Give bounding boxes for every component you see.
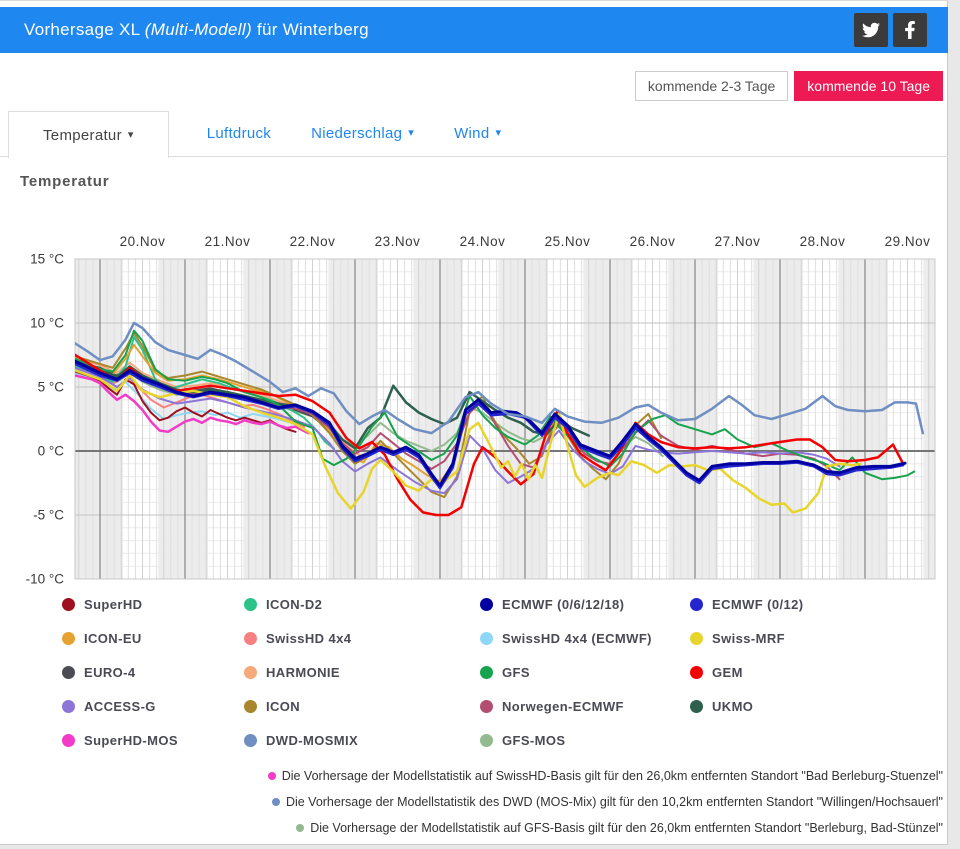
legend-color-dot [244,632,257,645]
facebook-share-button[interactable] [893,13,927,47]
page-title-prefix: Vorhersage XL [24,20,145,39]
legend-item-harmonie [244,664,340,680]
legend-item-icon-d2 [244,596,322,612]
footnote-dot [272,798,280,806]
page-title-suffix: für Winterberg [251,20,369,39]
legend-color-dot [62,598,75,611]
legend-item-access-g [62,698,156,714]
legend-label: Swiss-MRF [712,630,785,646]
footnote-dot [268,772,276,780]
facebook-icon [901,21,919,39]
legend-item-icon-eu [62,630,142,646]
legend-color-dot [62,632,75,645]
page-title-multimodell: (Multi-Modell) [144,20,252,39]
legend-label: GFS [502,664,530,680]
tab-label: Temperatur [43,126,122,144]
legend-label: ICON [266,698,301,714]
twitter-icon [862,21,880,39]
y-axis-label: 10 °C [30,315,64,331]
x-axis-label: 28.Nov [799,234,846,249]
x-axis-label: 26.Nov [629,234,676,249]
legend-color-dot [244,700,257,713]
legend-color-dot [244,734,257,747]
legend-color-dot [480,632,493,645]
chart-legend [0,589,948,759]
footnote-text: Die Vorhersage der Modellstatistik des DWD (MOS-Mix) gilt für den 10,2km entfernten Standort "Willingen/Hochsauerl" [285,795,943,809]
legend-item-gem [690,664,743,680]
legend-label: ACCESS-G [84,698,156,714]
range-button-2-3-tage[interactable]: kommende 2-3 Tage [635,71,788,101]
legend-label: ICON-EU [84,630,142,646]
tab-label: Niederschlag [311,125,403,142]
legend-label: DWD-MOSMIX [266,732,359,748]
legend-item-ukmo [690,698,753,714]
temperature-chart [0,211,948,591]
legend-color-dot [480,700,493,713]
legend-label: EURO-4 [84,664,136,680]
legend-color-dot [690,598,703,611]
tab-luftdruck[interactable] [205,111,273,156]
legend-label: ICON-D2 [266,596,323,612]
legend-item-swisshd-4x4 [244,630,351,646]
legend-label: ECMWF (0/6/12/18) [502,596,625,612]
chevron-down-icon: ▾ [408,127,415,139]
legend-label: GEM [712,664,743,680]
tab-wind[interactable] [452,111,503,156]
legend-color-dot [62,734,75,747]
legend-color-dot [480,598,493,611]
legend-color-dot [480,666,493,679]
y-axis-label: 15 °C [30,251,64,267]
tab-bar [0,111,948,157]
legend-item-swiss-mrf [690,630,785,646]
section-title: Temperatur [20,173,110,190]
legend-item-superhd [62,596,142,612]
tab-temperatur[interactable] [8,111,169,158]
legend-color-dot [480,734,493,747]
y-axis-label: -10 °C [25,571,64,587]
legend-item-gfs-mos [480,732,565,748]
legend-item-gfs [480,664,530,680]
range-button-row [635,71,943,101]
y-axis-label: -5 °C [33,507,64,523]
legend-label: SwissHD 4x4 (ECMWF) [502,630,652,646]
footnote [272,789,943,815]
chart-grid [75,259,935,579]
y-axis-label: 5 °C [37,379,64,395]
legend-item-ecmwf-0-6-12-18- [480,596,624,612]
x-axis-label: 25.Nov [544,234,591,249]
legend-label: GFS-MOS [502,732,566,748]
footnote-dot [296,824,304,832]
legend-color-dot [62,700,75,713]
legend-color-dot [690,666,703,679]
legend-label: ECMWF (0/12) [712,596,804,612]
legend-item-dwd-mosmix [244,732,358,748]
tab-label: Wind [454,125,490,142]
legend-item-euro-4 [62,664,136,680]
legend-color-dot [244,666,257,679]
footnotes [268,763,943,841]
x-axis-label: 23.Nov [374,234,421,249]
legend-label: HARMONIE [266,664,340,680]
legend-item-ecmwf-0-12- [690,596,803,612]
x-axis-label: 27.Nov [714,234,761,249]
chevron-down-icon: ▾ [495,127,502,139]
legend-color-dot [62,666,75,679]
footnote-text: Die Vorhersage der Modellstatistik auf SwissHD-Basis gilt für den 26,0km entfernten Standort "Bad Berleburg-Stuenzel" [281,769,943,783]
page-title [24,20,369,40]
footnote [296,815,943,841]
range-button-10-tage[interactable]: kommende 10 Tage [794,71,943,101]
social-buttons [854,13,927,47]
legend-item-norwegen-ecmwf [480,698,624,714]
legend-label: SwissHD 4x4 [266,630,352,646]
chevron-down-icon: ▾ [127,128,134,141]
twitter-share-button[interactable] [854,13,888,47]
tab-label: Luftdruck [206,125,272,142]
legend-item-superhd-mos [62,732,178,748]
x-axis-label: 24.Nov [459,234,506,249]
y-axis-label: 0 °C [37,443,64,459]
legend-item-icon [244,698,300,714]
x-axis-label: 20.Nov [119,234,166,249]
legend-label: Norwegen-ECMWF [502,698,624,714]
header-bar [0,7,948,53]
legend-color-dot [244,598,257,611]
legend-label: UKMO [712,698,754,714]
tab-niederschlag[interactable] [309,111,416,156]
x-axis-label: 22.Nov [289,234,336,249]
legend-color-dot [690,700,703,713]
legend-label: SuperHD [84,596,143,612]
legend-label: SuperHD-MOS [84,732,178,748]
footnote [268,763,943,789]
footnote-text: Die Vorhersage der Modellstatistik auf GFS-Basis gilt für den 26,0km entfernten Standort "Berleburg, Bad-Stünzel" [310,821,943,835]
x-axis-label: 29.Nov [884,234,931,249]
legend-color-dot [690,632,703,645]
legend-item-swisshd-4x4-ecmwf- [480,630,652,646]
x-axis-label: 21.Nov [204,234,251,249]
